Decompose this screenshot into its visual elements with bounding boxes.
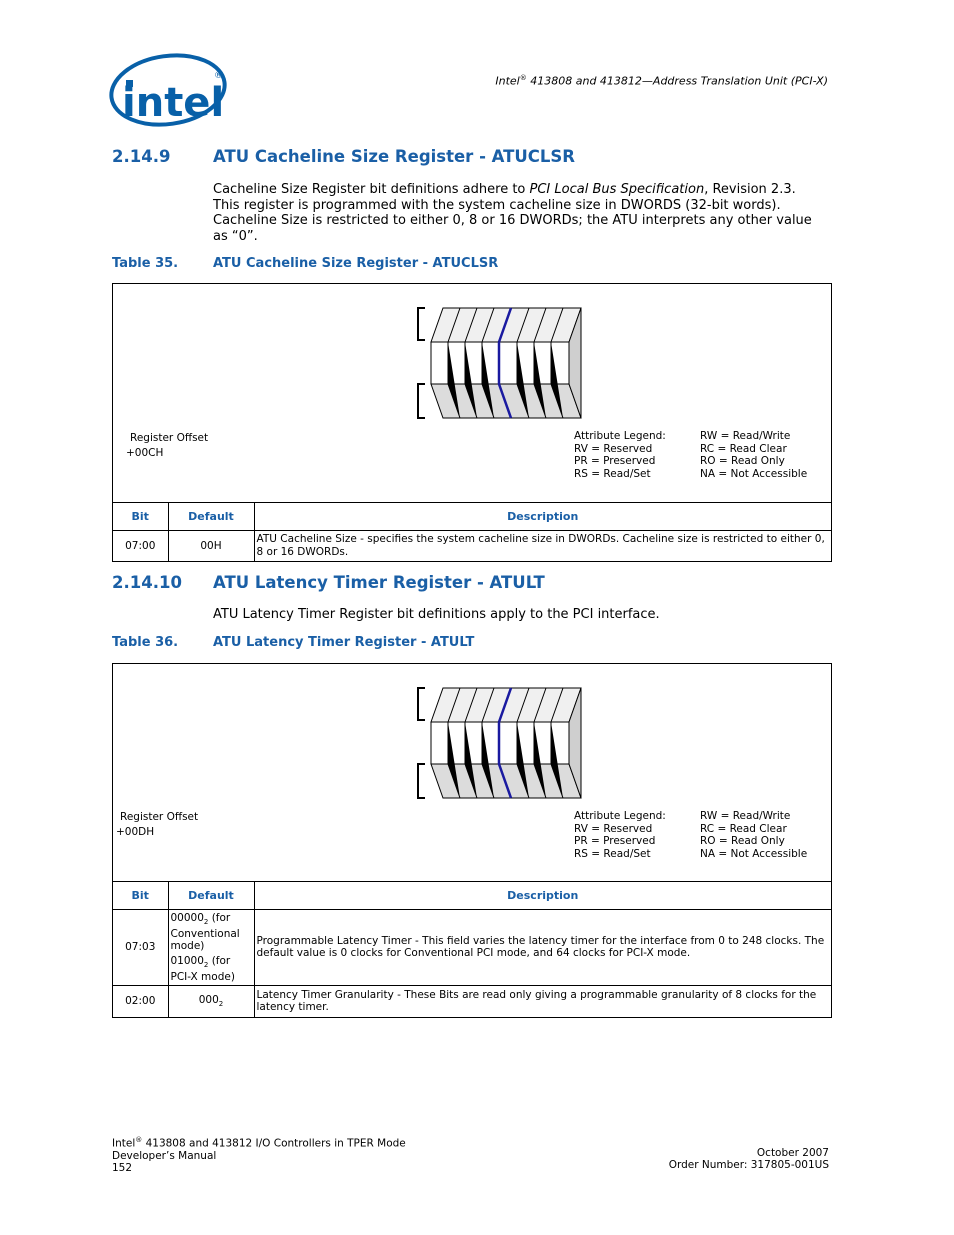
- table-caption-number: Table 35.: [112, 256, 179, 271]
- bit-description-table: [113, 882, 831, 1017]
- column-header-description: Description: [254, 882, 831, 909]
- register-table-atult: [112, 663, 832, 1018]
- bit-cell: 07:00: [113, 530, 168, 561]
- register-offset: Register Offset +00DH: [116, 811, 199, 838]
- bit-cell: 07:03: [113, 909, 168, 985]
- footer-date: October 2007: [756, 1147, 829, 1159]
- description-cell: Programmable Latency Timer - This field varies the latency timer for the interface from 0 to 248 clocks. The default value is 0 clocks for Conventional PCI mode, and 64 clocks for PCI-X mode.: [254, 909, 831, 985]
- bit-cell: 02:00: [113, 985, 168, 1017]
- bit-description-table: [113, 503, 831, 561]
- section-number: 2.14.9: [112, 147, 171, 166]
- section-number: 2.14.10: [112, 573, 182, 592]
- section-paragraph: ATU Latency Timer Register bit definitions apply to the PCI interface.: [213, 607, 660, 622]
- table-row: [113, 909, 831, 985]
- bit-field-diagram: [413, 686, 583, 802]
- default-cell: $00000_2$ (for Conventional mode) $01000_2$ (for PCI-X mode): [168, 909, 254, 985]
- intel-logo: [108, 48, 230, 132]
- description-cell: ATU Cacheline Size - specifies the system cacheline size in DWORDs. Cacheline size is restricted to either 0, 8 or 16 DWORDs.: [254, 530, 831, 561]
- default-cell: 00H: [168, 530, 254, 561]
- register-table-atuclsr: [112, 283, 832, 562]
- section-paragraph: Cacheline Size Register bit definitions adhere to PCI Local Bus Specification, Revision 2.3. This register is programmed with the system cacheline size in DWORDS (32-bit words). Cacheline Size is restricted to either 0, 8 or 16 DWORDs; the ATU interprets any other value as “0”.: [213, 182, 812, 244]
- column-header-description: Description: [254, 503, 831, 530]
- column-header-default: Default: [168, 503, 254, 530]
- section-title: ATU Latency Timer Register - ATULT: [213, 573, 545, 592]
- table-caption-title: ATU Latency Timer Register - ATULT: [213, 635, 475, 650]
- column-header-bit: Bit: [113, 503, 168, 530]
- bit-field-diagram: [413, 306, 583, 422]
- table-row: [113, 985, 831, 1017]
- default-cell: $000_2$: [168, 985, 254, 1017]
- logo-text: intel: [122, 80, 225, 126]
- column-header-bit: Bit: [113, 882, 168, 909]
- table-caption-number: Table 36.: [112, 635, 179, 650]
- running-header: Intel® 413808 and 413812—Address Translation Unit (PCI-X): [495, 74, 828, 88]
- footer-left: Intel® 413808 and 413812 I/O Controllers in TPER Mode Developer’s Manual 152: [112, 1136, 406, 1174]
- footer-right: [669, 1147, 829, 1171]
- column-header-default: Default: [168, 882, 254, 909]
- page-number: 152: [112, 1161, 133, 1174]
- logo-reg-mark: ®: [214, 71, 223, 81]
- description-cell: Latency Timer Granularity - These Bits are read only giving a programmable granularity of 8 clocks for the latency timer.: [254, 985, 831, 1017]
- section-title: ATU Cacheline Size Register - ATUCLSR: [213, 147, 576, 166]
- register-offset: Register Offset +00CH: [126, 432, 209, 459]
- register-diagram: Register Offset +00DH Attribute Legend: RV = Reserved PR = Preserved RS = Read/Set RW = Read/Write RC = Read Clear RO = Read Only NA = Not Accessible: [113, 664, 831, 882]
- footer-order-number: Order Number: 317805-001US: [668, 1159, 829, 1171]
- table-row: [113, 530, 831, 561]
- table-caption-title: ATU Cacheline Size Register - ATUCLSR: [213, 256, 499, 271]
- register-diagram: Register Offset +00CH Attribute Legend: RV = Reserved PR = Preserved RS = Read/Set RW = Read/Write RC = Read Clear RO = Read Only NA = Not Accessible: [113, 284, 831, 503]
